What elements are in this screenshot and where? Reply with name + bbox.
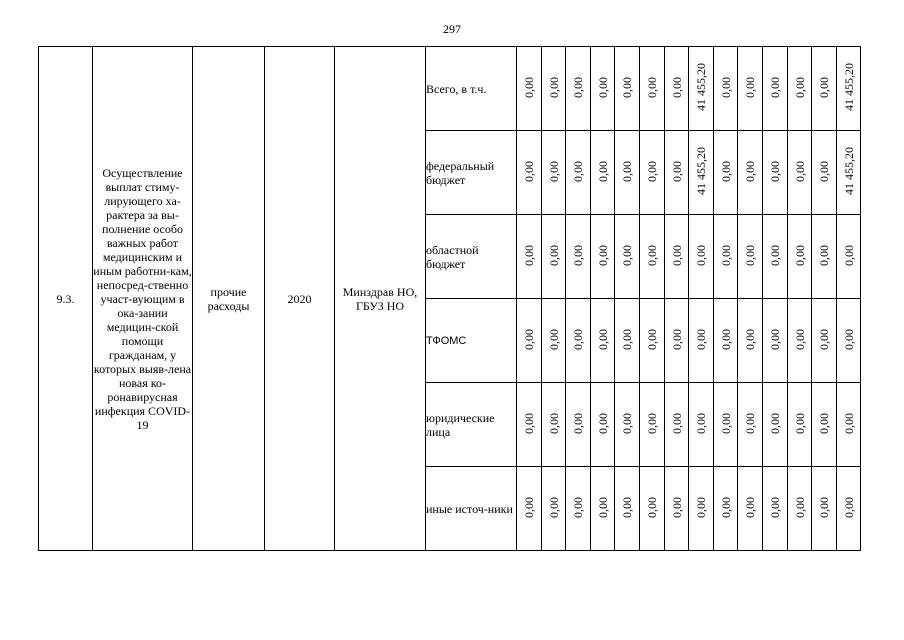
value-text: 0,00 [571, 328, 585, 350]
value-text: 0,00 [546, 76, 561, 98]
value-text: 0,00 [718, 160, 733, 182]
measure-description: Осуществление выплат стиму-лирующего ха-рактера за вы-полнение особо важных работ медицинским и иным работни-кам, непосред-ственно участ-вующим в ока-зании медицин-ской помощи гражданам, у которых выяв-лена новая ко-ронавирусная инфекция COVID-19 [93, 47, 193, 551]
value-cell [738, 299, 763, 383]
value-cell [591, 383, 615, 467]
value-cell [788, 383, 812, 467]
value-cell [665, 47, 689, 131]
value-text: 0,00 [595, 412, 610, 434]
value-cell [517, 215, 542, 299]
value-text: 0,00 [792, 496, 807, 518]
value-cell [640, 299, 665, 383]
value-cell [566, 215, 591, 299]
value-text: 0,00 [768, 496, 782, 518]
value-text: 0,00 [841, 496, 856, 518]
value-text: 41 455,20 [694, 63, 708, 111]
value-cell [542, 131, 566, 215]
value-text: 0,00 [571, 76, 585, 98]
value-cell [542, 467, 566, 551]
value-cell [788, 131, 812, 215]
value-text: 0,00 [718, 496, 733, 518]
value-cell [714, 131, 738, 215]
value-cell [591, 467, 615, 551]
value-cell [615, 383, 640, 467]
value-cell [714, 467, 738, 551]
value-text: 0,00 [694, 496, 708, 518]
value-text: 0,00 [546, 160, 561, 182]
value-text: 0,00 [768, 328, 782, 350]
value-text: 0,00 [841, 412, 856, 434]
value-cell [837, 215, 861, 299]
value-cell [738, 383, 763, 467]
value-text: 0,00 [645, 412, 659, 434]
value-cell [517, 131, 542, 215]
value-cell [640, 215, 665, 299]
value-cell [615, 467, 640, 551]
value-text: 0,00 [645, 160, 659, 182]
value-text: 0,00 [645, 328, 659, 350]
value-text: 0,00 [522, 412, 536, 434]
value-text: 0,00 [669, 76, 684, 98]
value-text: 41 455,20 [841, 147, 856, 195]
value-cell [812, 215, 837, 299]
value-text: 0,00 [718, 328, 733, 350]
value-cell [517, 299, 542, 383]
value-text: 0,00 [669, 412, 684, 434]
table-row [39, 47, 861, 131]
source-label: ТФОМС [426, 299, 517, 383]
value-cell [640, 467, 665, 551]
value-text: 0,00 [768, 244, 782, 266]
value-text: 0,00 [522, 496, 536, 518]
row-index: 9.3. [39, 47, 93, 551]
value-cell [812, 467, 837, 551]
value-text: 0,00 [546, 496, 561, 518]
value-cell [542, 299, 566, 383]
value-text: 0,00 [841, 328, 856, 350]
value-text: 0,00 [792, 412, 807, 434]
value-cell [689, 131, 714, 215]
value-text: 0,00 [595, 76, 610, 98]
value-text: 0,00 [669, 160, 684, 182]
value-cell [566, 299, 591, 383]
value-text: 0,00 [669, 244, 684, 266]
value-cell [738, 215, 763, 299]
value-cell [689, 215, 714, 299]
value-cell [665, 215, 689, 299]
value-cell [837, 131, 861, 215]
value-cell [517, 47, 542, 131]
value-text: 0,00 [645, 244, 659, 266]
source-label: юридические лица [426, 383, 517, 467]
value-cell [714, 215, 738, 299]
value-text: 0,00 [841, 244, 856, 266]
value-text: 0,00 [792, 244, 807, 266]
value-text: 0,00 [571, 244, 585, 266]
value-text: 0,00 [768, 412, 782, 434]
value-text: 0,00 [817, 328, 831, 350]
value-text: 0,00 [645, 496, 659, 518]
value-text: 0,00 [669, 328, 684, 350]
value-cell [763, 299, 788, 383]
value-text: 0,00 [546, 244, 561, 266]
value-text: 0,00 [595, 496, 610, 518]
value-cell [812, 299, 837, 383]
value-cell [566, 467, 591, 551]
source-label: иные источ-ники [426, 467, 517, 551]
value-cell [542, 383, 566, 467]
value-text: 0,00 [694, 328, 708, 350]
value-cell [738, 131, 763, 215]
value-text: 0,00 [571, 496, 585, 518]
value-cell [615, 47, 640, 131]
value-text: 0,00 [546, 328, 561, 350]
value-cell [714, 47, 738, 131]
value-cell [714, 299, 738, 383]
value-text: 0,00 [817, 76, 831, 98]
value-cell [615, 215, 640, 299]
value-cell [591, 215, 615, 299]
value-cell [689, 299, 714, 383]
value-cell [640, 131, 665, 215]
value-cell [812, 47, 837, 131]
value-cell [812, 383, 837, 467]
value-text: 0,00 [743, 76, 757, 98]
value-cell [640, 383, 665, 467]
value-cell [788, 215, 812, 299]
value-text: 0,00 [792, 160, 807, 182]
value-cell [542, 47, 566, 131]
value-text: 0,00 [522, 328, 536, 350]
value-cell [837, 467, 861, 551]
value-text: 0,00 [620, 412, 634, 434]
value-text: 0,00 [743, 412, 757, 434]
source-label: областной бюджет [426, 215, 517, 299]
value-text: 0,00 [743, 160, 757, 182]
value-cell [763, 215, 788, 299]
value-text: 0,00 [694, 412, 708, 434]
value-cell [517, 383, 542, 467]
value-cell [689, 467, 714, 551]
value-cell [788, 47, 812, 131]
value-cell [665, 299, 689, 383]
value-cell [615, 299, 640, 383]
value-text: 0,00 [743, 328, 757, 350]
value-text: 0,00 [694, 244, 708, 266]
value-cell [788, 467, 812, 551]
value-text: 0,00 [792, 328, 807, 350]
value-cell [566, 131, 591, 215]
value-cell [542, 215, 566, 299]
expense-type: прочие расходы [193, 47, 265, 551]
value-text: 41 455,20 [694, 147, 708, 195]
source-label: федеральный бюджет [426, 131, 517, 215]
value-cell [591, 299, 615, 383]
value-cell [591, 47, 615, 131]
value-cell [837, 383, 861, 467]
value-cell [812, 131, 837, 215]
value-text: 0,00 [768, 160, 782, 182]
value-cell [689, 47, 714, 131]
value-cell [615, 131, 640, 215]
budget-table [38, 46, 861, 551]
year-cell: 2020 [265, 47, 335, 551]
value-cell [763, 467, 788, 551]
value-cell [517, 467, 542, 551]
value-text: 0,00 [718, 412, 733, 434]
source-label: Всего, в т.ч. [426, 47, 517, 131]
value-cell [689, 383, 714, 467]
value-cell [665, 131, 689, 215]
value-text: 0,00 [546, 412, 561, 434]
value-text: 0,00 [522, 76, 536, 98]
value-text: 0,00 [522, 160, 536, 182]
value-text: 0,00 [620, 160, 634, 182]
value-text: 0,00 [718, 76, 733, 98]
value-cell [763, 47, 788, 131]
value-text: 0,00 [522, 244, 536, 266]
value-text: 0,00 [768, 76, 782, 98]
value-cell [591, 131, 615, 215]
value-text: 0,00 [792, 76, 807, 98]
value-text: 41 455,20 [841, 63, 856, 111]
value-text: 0,00 [620, 244, 634, 266]
value-cell [763, 131, 788, 215]
value-text: 0,00 [817, 412, 831, 434]
value-cell [763, 383, 788, 467]
value-text: 0,00 [571, 412, 585, 434]
value-text: 0,00 [743, 244, 757, 266]
value-text: 0,00 [669, 496, 684, 518]
value-cell [837, 299, 861, 383]
value-cell [566, 47, 591, 131]
value-text: 0,00 [743, 496, 757, 518]
value-text: 0,00 [595, 328, 610, 350]
value-text: 0,00 [620, 76, 634, 98]
value-text: 0,00 [645, 76, 659, 98]
value-text: 0,00 [620, 328, 634, 350]
value-cell [738, 467, 763, 551]
value-text: 0,00 [620, 496, 634, 518]
value-cell [714, 383, 738, 467]
executor-cell: Минздрав НО, ГБУЗ НО [335, 47, 426, 551]
value-text: 0,00 [595, 244, 610, 266]
value-text: 0,00 [817, 244, 831, 266]
value-cell [837, 47, 861, 131]
value-cell [640, 47, 665, 131]
value-text: 0,00 [595, 160, 610, 182]
value-text: 0,00 [817, 496, 831, 518]
value-text: 0,00 [817, 160, 831, 182]
value-text: 0,00 [718, 244, 733, 266]
value-cell [566, 383, 591, 467]
value-cell [665, 383, 689, 467]
value-cell [788, 299, 812, 383]
value-text: 0,00 [571, 160, 585, 182]
page-number: 297 [443, 22, 461, 36]
value-cell [665, 467, 689, 551]
value-cell [738, 47, 763, 131]
